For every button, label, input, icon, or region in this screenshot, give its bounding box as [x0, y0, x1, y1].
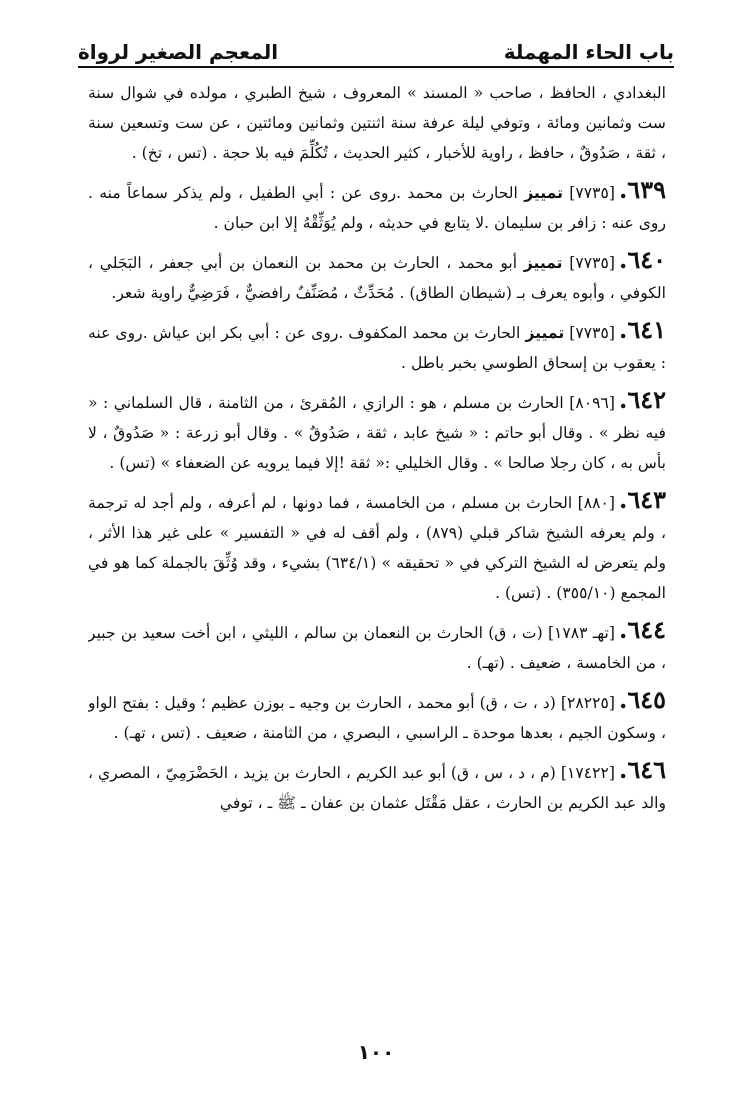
entry-reference: [٢٨٢٢٥] (د ، ت ، ق): [479, 694, 615, 712]
entry-reference: [٧٧٣٥]: [569, 184, 615, 202]
entry-number: ٦٤٢.: [618, 385, 666, 414]
entry-tag: تمييز: [523, 254, 563, 272]
book-title: المعجم الصغير لرواة: [78, 40, 279, 64]
entry-text: أبو محمد ، الحارث بن محمد بن النعمان بن أبي جعفر ، البَجَلي ، الكوفي ، وأبوه يعرف بـ (شيطان الطاق) . مُحَدِّثٌ ، مُصَنِّفٌ رافضيٌّ ، فَرَضِيٌّ راوية شعر.: [88, 254, 666, 302]
entry-paragraph: [88, 685, 666, 748]
entry-number: ٦٤٦.: [618, 755, 666, 784]
entry-paragraph: [88, 485, 666, 608]
entry-text: الحارث بن مسلم ، هو : الرازي ، المُقرئ ، من الثامنة ، قال السلماني : « فيه نظر » . وقال أبو حاتم : « شيخ عابد ، ثقة ، صَدُوقٌ » . وقال أبو زرعة : « صَدُوقٌ ، لا بأس به ، كان رجلا صالحا » . وقال الخليلي :« ثقة !إلا فيما يرويه عن الضعفاء » (تس) .: [88, 394, 666, 472]
entry-reference: [٨٨٠]: [577, 494, 615, 512]
entry-reference: [٧٧٣٥]: [569, 324, 615, 342]
entry-number: ٦٤١.: [618, 315, 666, 344]
entry-reference: [تهـ ١٧٨٣] (ت ، ق): [488, 624, 615, 642]
entry-number: ٦٤٣.: [618, 485, 666, 514]
entry-reference: [٧٧٣٥]: [569, 254, 615, 272]
entry-paragraph: [88, 245, 666, 308]
entry-paragraph: [88, 385, 666, 478]
entry-number: ٦٣٩.: [618, 175, 666, 204]
entry-number: ٦٤٤.: [618, 615, 666, 644]
entry-reference: [١٧٤٢٢] (م ، د ، س ، ق): [450, 764, 615, 782]
entry-tag: تمييز: [525, 324, 565, 342]
entry-paragraph: [88, 615, 666, 678]
entry-paragraph: [88, 315, 666, 378]
entry-tag: تمييز: [524, 184, 563, 202]
page-body: [88, 78, 666, 1026]
entry-paragraph: [88, 755, 666, 818]
continuation-paragraph: البغدادي ، الحافظ ، صاحب « المسند » المعروف ، شيخ الطبري ، مولده في شوال سنة ست وثمانين ومائة ، وتوفي ليلة عرفة سنة اثنتين وثمانين ومائتين ، عن ست وتسعين سنة ، ثقة ، صَدُوقٌ ، حافظ ، راوية للأخبار ، كثير الحديث ، تُكُلِّمَ فيه بلا حجة . (تس ، تخ) .: [88, 84, 666, 162]
entry-text: الحارث بن مسلم ، من الخامسة ، فما دونها ، لم أعرفه ، ولم أجد له ترجمة ، ولم يعرفه الشيخ شاكر قبلي (٨٧٩) ، ولم أقف له في « التفسير » على غير هذا الأثر ، ولم يتعرض له الشيخ التركي في « تحقيقه » (٦٣٤/١) بشيء ، وقد وُثِّقَ بالجملة كما هو في المجمع (٣٥٥/١٠) . (تس) .: [88, 494, 666, 602]
page-footer: [0, 1040, 752, 1064]
entry-paragraph: [88, 175, 666, 238]
entry-text: أبو عبد الكريم ، الحارث بن يزيد ، الحَضْرَمِيّ ، المصري ، والد عبد الكريم بن الحارث ، عقل مَقْتَل عثمان بن عفان ـ ﷺ ـ ، توفي: [88, 764, 666, 812]
header-rule: [78, 66, 674, 68]
entry-reference: [٨٠٩٦]: [569, 394, 615, 412]
entries-list: [88, 175, 666, 818]
running-header: [78, 30, 674, 64]
entry-text: الحارث بن محمد المكفوف .روى عن : أبي بكر ابن عياش .روى عنه : يعقوب بن إسحاق الطوسي بخبر باطل .: [88, 324, 666, 372]
entry-number: ٦٤٠.: [618, 245, 666, 274]
chapter-title: باب الحاء المهملة: [503, 40, 674, 64]
entry-text: الحارث بن النعمان بن سالم ، الليثي ، ابن أخت سعيد بن جبير ، من الخامسة ، ضعيف . (تهـ) .: [88, 624, 666, 672]
entry-number: ٦٤٥.: [618, 685, 666, 714]
entry-text: الحارث بن محمد .روى عن : أبي الطفيل ، ولم يذكر سماعاً منه . روى عنه : زافر بن سليمان .لا يتابع في حديثه ، ولم يُوَثِّقْهُ إلا ابن حبان .: [88, 184, 666, 232]
entry-text: أبو محمد ، الحارث بن وجيه ـ بوزن عظيم ؛ وقيل : بفتح الواو ، وسكون الجيم ، بعدها موحدة ـ الراسبي ، البصري ، من الثامنة ، ضعيف . (تس ، تهـ) .: [88, 694, 666, 742]
page-number: ١٠٠: [357, 1040, 395, 1064]
